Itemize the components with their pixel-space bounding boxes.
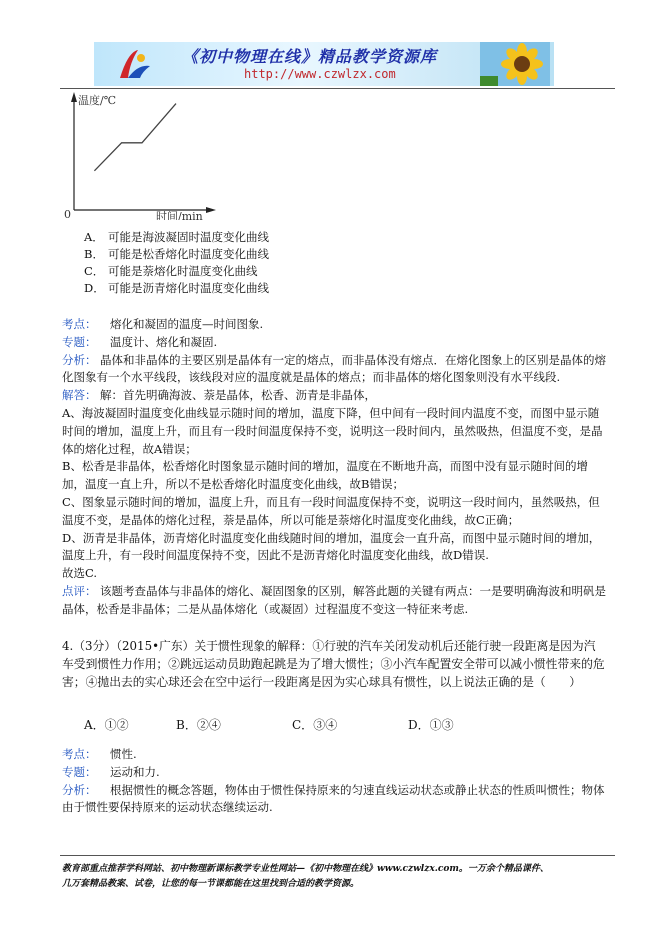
choice-text: ①③: [429, 718, 454, 732]
q4-kaodian: [62, 746, 607, 764]
q3-fenxi: [62, 352, 607, 388]
zhuanti-label: 专题：: [62, 334, 97, 349]
jieda-line: 故选C.: [62, 566, 98, 581]
option-text: 可能是沥青熔化时温度变化曲线: [108, 281, 269, 295]
site-banner: [94, 42, 554, 86]
q3-kaodian: [62, 316, 607, 334]
series-line: [94, 104, 176, 171]
fenxi-label: 分析：: [62, 782, 97, 797]
choice-key: A．: [84, 718, 105, 732]
jieda-line: 解：首先明确海波、萘是晶体，松香、沥青是非晶体，: [100, 388, 376, 403]
zhuanti-text: 温度计、熔化和凝固.: [110, 334, 218, 349]
choice-key: C．: [292, 718, 314, 732]
jieda-line: B、松香是非晶体，松香熔化时图象显示随时间的增加，温度在不断地升高，而图中没有显示随时间的增加，温度一直上升，所以不是松香熔化时温度变化曲线，故B错误；: [62, 459, 588, 492]
option-item: [84, 246, 269, 262]
option-key: A．: [84, 230, 104, 244]
choice-item: [84, 716, 129, 733]
footer-line-2: 几万套精品教案、试卷，让您的每一节课都能在这里找到合适的教学资源。: [62, 879, 360, 889]
x-axis-arrow: [206, 207, 216, 213]
page-footer: [62, 862, 622, 892]
jieda-label: 解答：: [62, 388, 97, 403]
option-item: [84, 280, 269, 296]
kaodian-label: 考点：: [62, 317, 97, 331]
site-logo: [114, 44, 154, 84]
option-item: [84, 229, 269, 245]
sunflower-image: [480, 42, 550, 86]
option-key: C．: [84, 264, 105, 278]
temperature-time-chart: [60, 88, 220, 220]
q4-fenxi: [62, 782, 607, 818]
choice-text: ③④: [313, 718, 338, 732]
footer-rule: [60, 855, 615, 856]
y-axis-arrow: [71, 92, 77, 102]
option-key: B．: [84, 247, 104, 261]
choice-item: [176, 716, 221, 733]
q4-zhuanti: [62, 764, 607, 782]
banner-url: http://www.czwlzx.com: [244, 67, 396, 81]
q3-jieda: [62, 387, 607, 583]
q4-stem: 4.（3分）（2015•广东）关于惯性现象的解释：①行驶的汽车关闭发动机后还能行驶一段距离是因为汽车受到惯性力作用；②跳远运动员助跑起跳是为了增大惯性；③小汽车配置安全带可以减小惯性带来的危害；④抛出去的实心球还会在空中运行一段距离是因为实心球具有惯性，以上说法正确的是（ ）: [62, 639, 605, 689]
q3-zhuanti: [62, 334, 607, 352]
q3-analysis: [62, 316, 607, 619]
chart-svg: [60, 88, 220, 220]
kaodian-text: 惯性.: [110, 747, 137, 761]
jieda-line: A、海波凝固时温度变化曲线显示随时间的增加，温度下降，但中间有一段时间内温度不变，而图中显示随时间的增加，温度上升，而且有一段时间温度保持不变，说明这一段时间内，虽然吸热，但温度不变，是晶体的熔化过程，故A错误；: [62, 405, 603, 456]
origin-label: 0: [64, 208, 71, 220]
option-text: 可能是松香熔化时温度变化曲线: [108, 247, 269, 261]
kaodian-text: 熔化和凝固的温度—时间图象.: [110, 317, 264, 331]
jieda-line: C、图象显示随时间的增加，温度上升，而且有一段时间温度保持不变，说明这一段时间内，虽然吸热，但温度不变，是晶体的熔化过程，萘是晶体，所以可能是萘熔化时温度变化曲线，故C正确；: [62, 494, 600, 527]
jieda-line: D、沥青是非晶体，沥青熔化时温度变化曲线随时间的增加，温度会一直升高，而图中显示随时间的增加，温度上升，有一段时间温度保持不变，因此不是沥青熔化时温度变化曲线，故D错误.: [62, 530, 601, 563]
kaodian-label: 考点：: [62, 747, 97, 761]
q4-analysis: [62, 746, 607, 817]
dianping-label: 点评：: [62, 583, 97, 598]
choice-item: [292, 716, 337, 733]
choice-key: B．: [176, 718, 197, 732]
choice-text: ②④: [196, 718, 221, 732]
fenxi-text: 根据惯性的概念答题，物体由于惯性保持原来的匀速直线运动状态或静止状态的性质叫惯性；物体由于惯性要保持原来的运动状态继续运动.: [62, 782, 605, 815]
zhuanti-text: 运动和力.: [110, 764, 160, 779]
option-text: 可能是萘熔化时温度变化曲线: [108, 264, 258, 278]
x-axis-label: 时间/min: [156, 210, 203, 220]
dianping-text: 该题考查晶体与非晶体的熔化、凝固图象的区别，解答此题的关键有两点：一是要明确海波和明矾是晶体，松香是非晶体；二是从晶体熔化（或凝固）过程温度不变这一特征来考虑.: [62, 583, 606, 616]
option-item: [84, 263, 258, 279]
choice-key: D．: [408, 718, 430, 732]
footer-line-1: 教育部重点推荐学科网站、初中物理新课标教学专业性网站—《初中物理在线》www.czwlzx.com。一万余个精品课件、: [62, 864, 549, 874]
choice-text: ①②: [104, 718, 129, 732]
fenxi-label: 分析：: [62, 352, 97, 367]
fenxi-text: 晶体和非晶体的主要区别是晶体有一定的熔点，而非晶体没有熔点．在熔化图象上的区别是晶体的熔化图象有一个水平线段，该线段对应的温度就是晶体的熔点；而非晶体的熔化图象则没有水平线段.: [62, 352, 606, 385]
choice-item: [408, 716, 454, 733]
y-axis-label: 温度/℃: [78, 94, 117, 107]
q3-dianping: [62, 583, 607, 619]
option-key: D．: [84, 281, 105, 295]
option-text: 可能是海波凝固时温度变化曲线: [108, 230, 269, 244]
zhuanti-label: 专题：: [62, 764, 97, 779]
banner-title: 《初中物理在线》精品教学资源库: [182, 47, 438, 66]
